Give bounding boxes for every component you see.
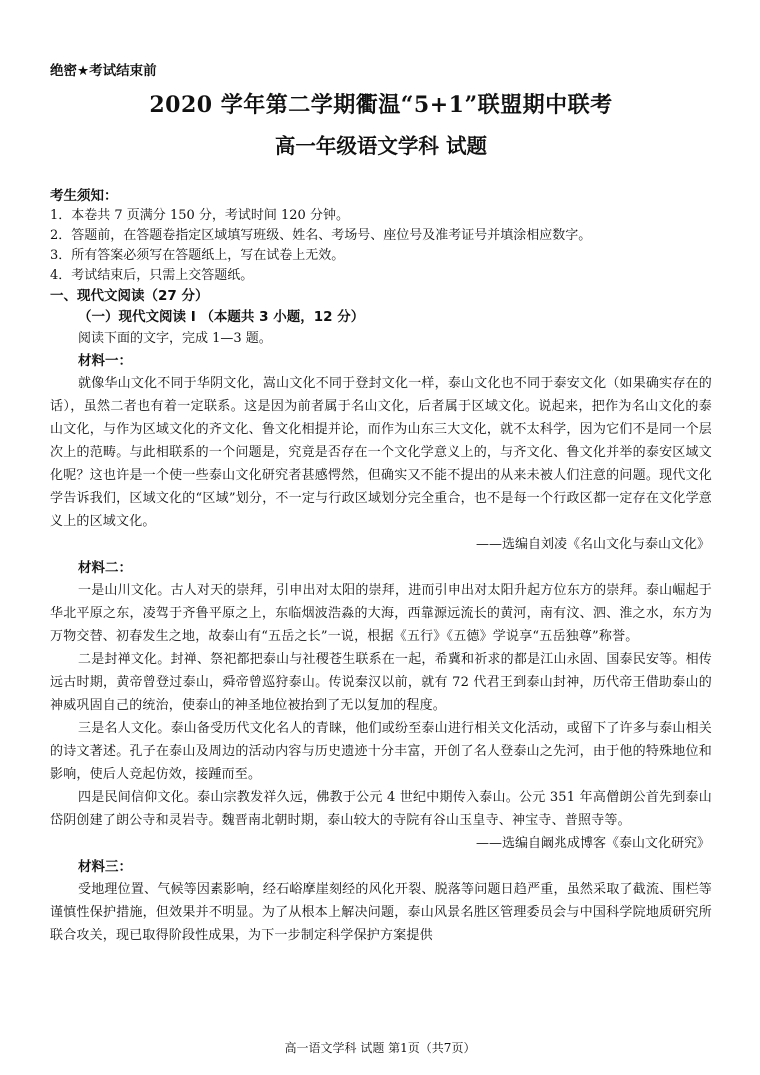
material-three-heading: 材料三： xyxy=(78,859,132,875)
material-two-paragraph: 一是山川文化。古人对天的崇拜，引申出对太阳的崇拜，进而引申出对太阳升起方位东方的崇拜。泰山崛起于华北平原之东，凌驾于齐鲁平原之上，东临烟波浩淼的大海，西靠源远流长的黄河，南有汶、泗、淮之水，东方为万物交替、初春发生之地，故泰山有“五岳之长”一说，根据《五行》《五德》学说享“五岳独尊”称誉。 xyxy=(50,583,712,644)
material-one-paragraph: 就像华山文化不同于华阴文化，嵩山文化不同于登封文化一样，泰山文化也不同于泰安文化（如果确实存在的话），虽然二者也有着一定联系。这是因为前者属于名山文化，后者属于区域文化。说起来，把作为名山文化的泰山文化，与作为区域文化的齐文化、鲁文化相提并论，而作为山东三大文化，就不太科学，因为它们不是同一个层次上的范畴。与此相联系的一个问题是，究竟是否存在一个文化学意义上的，与齐文化、鲁文化并举的泰安区域文化呢？这也许是一个使一些泰山文化研究者甚感愕然，但确实又不能不提出的从来未被人们注意的问题。现代文化学告诉我们，区域文化的“区域”划分，不一定与行政区域划分完全重合，也不是每一个行政区都一定存在文化学意义上的区域文化。 xyxy=(50,376,712,529)
reading-instruction: 阅读下面的文字，完成 1—3 题。 xyxy=(78,331,272,346)
exam-title: 2020 学年第二学期衢温“5+1”联盟期中联考 xyxy=(149,92,613,118)
page-footer: 高一语文学科 试题 第1页（共7页） xyxy=(284,1041,476,1055)
material-one-source: ——选编自刘凌《名山文化与泰山文化》 xyxy=(475,537,710,552)
material-two-paragraph: 三是名人文化。泰山备受历代文化名人的青睐，他们或纷至泰山进行相关文化活动，或留下了许多与泰山相关的诗文著述。孔子在泰山及周边的活动内容与历史遗迹十分丰富，开创了名人登泰山之先河，由于他的特殊地位和影响，使后人竞起仿效，接踵而至。 xyxy=(50,721,712,782)
notice-item: 3．所有答案必须写在答题纸上，写在试卷上无效。 xyxy=(50,248,345,263)
material-two-paragraph: 四是民间信仰文化。泰山宗教发祥久远，佛教于公元 4 世纪中期传入泰山。公元 351 年高僧朗公首先到泰山岱阴创建了朗公寺和灵岩寺。魏晋南北朝时期，泰山较大的寺院有谷山玉皇寺、神宝寺、普照寺等。 xyxy=(50,790,712,828)
material-two-heading: 材料二： xyxy=(78,560,132,576)
section-heading: 一、现代文阅读（27 分） xyxy=(50,288,209,304)
notice-item: 2．答题前，在答题卷指定区域填写班级、姓名、考场号、座位号及准考证号并填涂相应数字。 xyxy=(50,228,592,243)
notice-list xyxy=(50,206,712,286)
exam-page xyxy=(50,62,712,947)
material-two-source: ——选编自阚兆成博客《泰山文化研究》 xyxy=(475,836,710,851)
subsection-heading: （一）现代文阅读 I （本题共 3 小题，12 分） xyxy=(78,309,365,325)
secret-label: 绝密★考试结束前 xyxy=(50,63,157,79)
material-two-paragraph: 二是封禅文化。封禅、祭祀都把泰山与社稷苍生联系在一起，希冀和祈求的都是江山永固、国泰民安等。相传远古时期，黄帝曾登过泰山，舜帝曾巡狩泰山。传说秦汉以前，就有 72 代君王到泰山封神，历代帝王借助泰山的神威巩固自己的统治，使泰山的神圣地位被抬到了无以复加的程度。 xyxy=(50,652,712,713)
exam-subtitle: 高一年级语文学科 试题 xyxy=(274,134,488,158)
notice-heading: 考生须知： xyxy=(50,188,118,204)
material-one-heading: 材料一： xyxy=(78,353,132,369)
notice-item: 1．本卷共 7 页满分 150 分，考试时间 120 分钟。 xyxy=(50,208,349,223)
notice-item: 4．考试结束后，只需上交答题纸。 xyxy=(50,268,254,283)
material-three-paragraph: 受地理位置、气候等因素影响，经石峪摩崖刻经的风化开裂、脱落等问题日趋严重，虽然采取了截流、围栏等谨慎性保护措施，但效果并不明显。为了从根本上解决问题，泰山风景名胜区管理委员会与中国科学院地质研究所联合攻关，现已取得阶段性成果，为下一步制定科学保护方案提供 xyxy=(50,882,712,943)
